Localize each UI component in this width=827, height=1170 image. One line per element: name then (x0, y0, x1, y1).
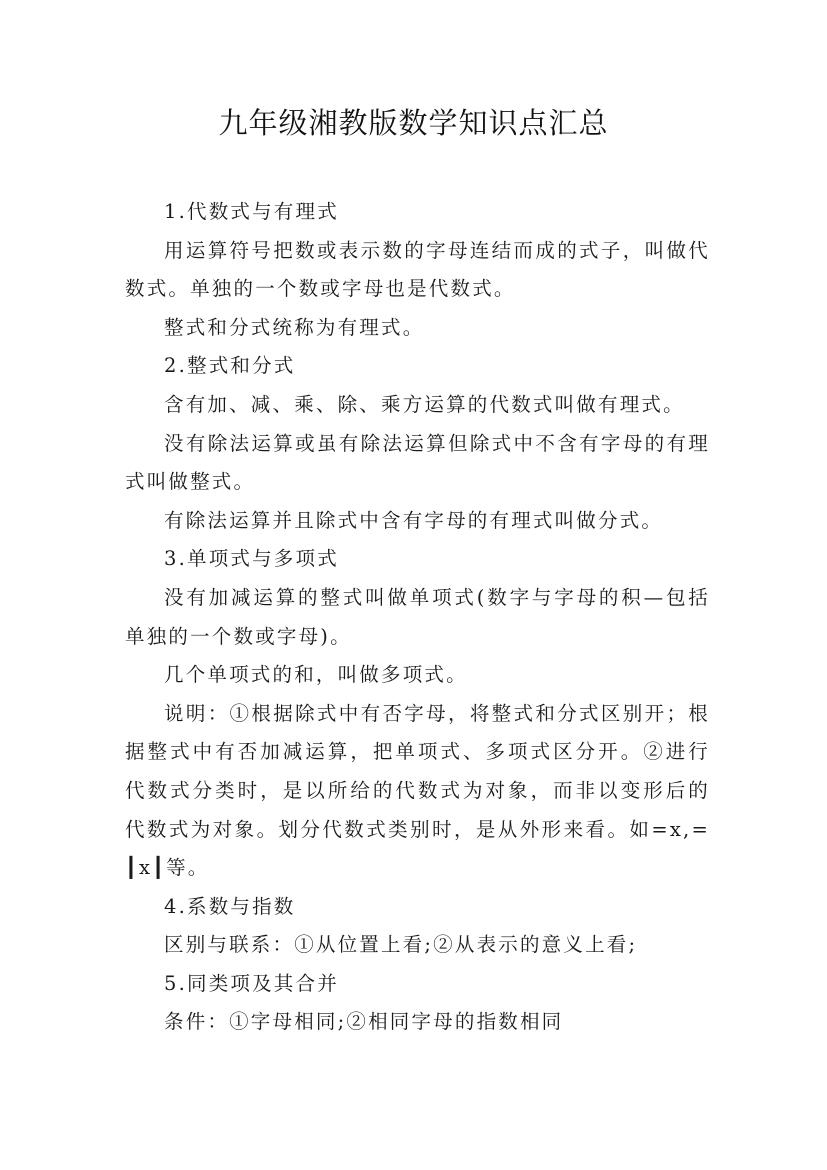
section-heading-1: 1.代数式与有理式 (164, 200, 339, 223)
section-heading-5: 5.同类项及其合并 (164, 971, 339, 995)
paragraph-fraction-definition: 有除法运算并且除式中含有字母的有理式叫做分式。 (164, 508, 664, 532)
section-heading-4: 4.系数与指数 (164, 894, 296, 918)
paragraph-rational-definition: 含有加、减、乘、除、乘方运算的代数式叫做有理式。 (164, 392, 685, 416)
section-heading-3: 3.单项式与多项式 (164, 547, 339, 571)
paragraph-polynomial-sum: 几个单项式的和，叫做多项式。 (164, 663, 468, 687)
paragraph-coefficient-exponent: 区别与联系：①从位置上看;②从表示的意义上看; (164, 933, 638, 957)
paragraph-monomial-definition: 没有加减运算的整式叫做单项式(数字与字母的积—包括单独的一个数或字母)。 (125, 585, 710, 648)
paragraph-explanation: 说明：①根据除式中有否字母，将整式和分式区别开；根据整式中有否加减运算，把单项式、多项式区分开。②进行代数式分类时，是以所给的代数式为对象，而非以变形后的代数式为对象。划分代数式类别时，是从外形来看。如=x,=┃x┃等。 (125, 701, 710, 880)
paragraph-rational-expression: 整式和分式统称为有理式。 (164, 315, 425, 339)
section-heading-2: 2.整式和分式 (164, 354, 296, 378)
paragraph-polynomial-definition: 没有除法运算或虽有除法运算但除式中不含有字母的有理式叫做整式。 (125, 431, 710, 494)
document-title: 九年级湘教版数学知识点汇总 (218, 106, 609, 140)
paragraph-like-terms-conditions: 条件：①字母相同;②相同字母的指数相同 (164, 1010, 564, 1034)
document-body (125, 193, 710, 1042)
paragraph-definition-algebraic-expression: 用运算符号把数或表示数的字母连结而成的式子，叫做代数式。单独的一个数或字母也是代数式。 (125, 238, 710, 301)
